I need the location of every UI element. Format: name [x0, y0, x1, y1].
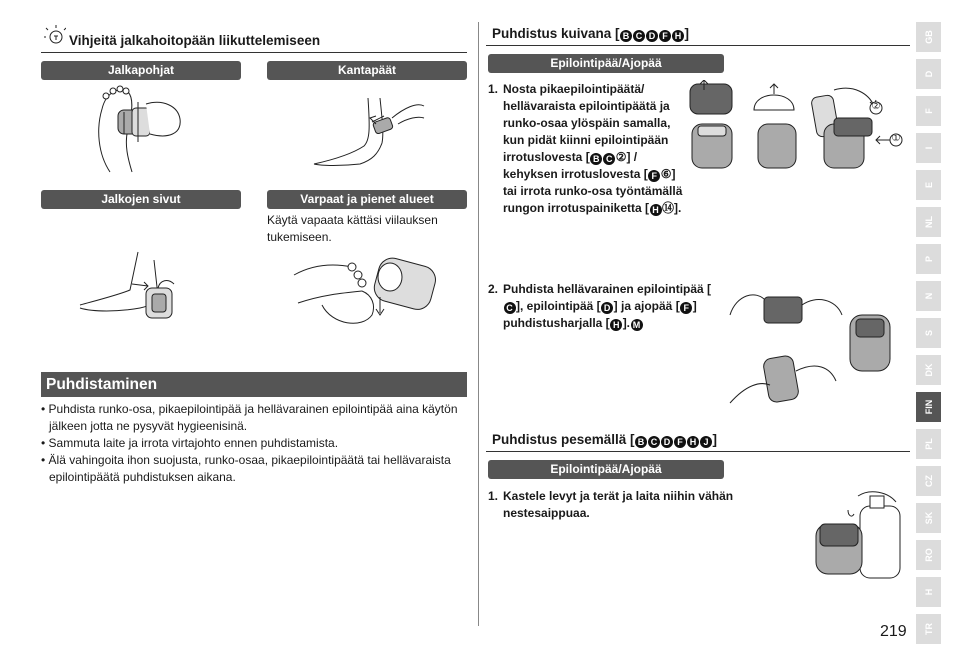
cleaning-bullet: • Puhdista runko-osa, pikaepilointipää ja hellävarainen epilointipää aina käytön jälkeen jotta ne pysyvät hygieenisinä.	[41, 402, 458, 433]
label-sides: Jalkojen sivut	[41, 190, 241, 209]
lang-tab[interactable]: F	[916, 96, 941, 126]
toes-illustration	[292, 255, 442, 335]
column-divider	[478, 22, 479, 626]
lang-tab[interactable]: SK	[916, 503, 941, 533]
lang-tab[interactable]: RO	[916, 540, 941, 570]
dry-step-1: 1. Nosta pikaepilointipäätä/ hellävaraista epilointipäätä ja runko-osaa ylöspäin samalla, kun pidät kiinni epilointipään irrotuslovesta [ B C ②] / kehyksen irrotuslovesta [ F ⑥] tai irrota runko-osa työntämällä rungon irrotuspainiketta [ H ⑭].	[488, 82, 683, 215]
language-tabs	[916, 22, 941, 651]
wash-pill: Epilointipää/Ajopää	[488, 460, 724, 479]
cleaning-bullet: • Älä vahingoita ihon suojusta, runko-osaa, pikaepilointipäätä tai hellävaraista epilointipäätä puhdistuksen aikana.	[41, 453, 451, 484]
lang-tab[interactable]: N	[916, 281, 941, 311]
label-toes: Varpaat ja pienet alueet	[267, 190, 467, 209]
lang-tab[interactable]: TR	[916, 614, 941, 644]
soles-illustration	[88, 84, 198, 174]
lang-tab[interactable]: D	[916, 59, 941, 89]
dry-step-2: 2. Puhdista hellävarainen epilointipää [C ], epilointipää [ D ] ja ajopää [ F ] puhdistusharjalla [ H ]. M	[488, 282, 712, 330]
lang-tab[interactable]: NL	[916, 207, 941, 237]
label-soles: Jalkapohjat	[41, 61, 241, 80]
lang-tab[interactable]: GB	[916, 22, 941, 52]
toes-note: Käytä vapaata kättäsi viilauksen tukemiseen.	[267, 213, 438, 244]
lang-tab-active[interactable]: FIN	[916, 392, 941, 422]
lang-tab[interactable]: E	[916, 170, 941, 200]
lang-tab[interactable]: P	[916, 244, 941, 274]
dry-pill: Epilointipää/Ajopää	[488, 54, 724, 73]
lang-tab[interactable]: I	[916, 133, 941, 163]
lang-tab[interactable]: CZ	[916, 466, 941, 496]
label-heels: Kantapäät	[267, 61, 467, 80]
lang-tab[interactable]: PL	[916, 429, 941, 459]
dry-heading: Puhdistus kuivana [ B C D F H ]	[492, 26, 690, 41]
soap-illustration	[808, 484, 908, 580]
cleaning-bullet: • Sammuta laite ja irrota virtajohto ennen puhdistamista.	[41, 436, 339, 450]
remove-head-illustration	[684, 80, 912, 172]
sides-illustration	[78, 250, 188, 335]
wash-step-1: 1. Kastele levyt ja terät ja laita niihin vähän nestesaippuaa.	[488, 489, 734, 520]
brush-cleaning-illustration	[726, 285, 908, 410]
tips-icon	[44, 24, 66, 46]
lang-tab[interactable]: DK	[916, 355, 941, 385]
tips-heading-rule	[41, 52, 467, 53]
dry-heading-rule	[486, 45, 910, 46]
wash-heading-rule	[486, 451, 910, 452]
callout-2: ②	[871, 101, 881, 112]
callout-1: ①	[891, 133, 901, 144]
wash-heading: Puhdistus pesemällä [ B C D F H J ]	[492, 432, 718, 447]
lang-tab[interactable]: S	[916, 318, 941, 348]
lang-tab[interactable]: H	[916, 577, 941, 607]
page-number: 219	[880, 623, 907, 640]
tips-heading: Vihjeitä jalkahoitopään liikuttelemiseen	[69, 33, 321, 48]
cleaning-title: Puhdistaminen	[41, 372, 467, 397]
heels-illustration	[312, 88, 427, 168]
